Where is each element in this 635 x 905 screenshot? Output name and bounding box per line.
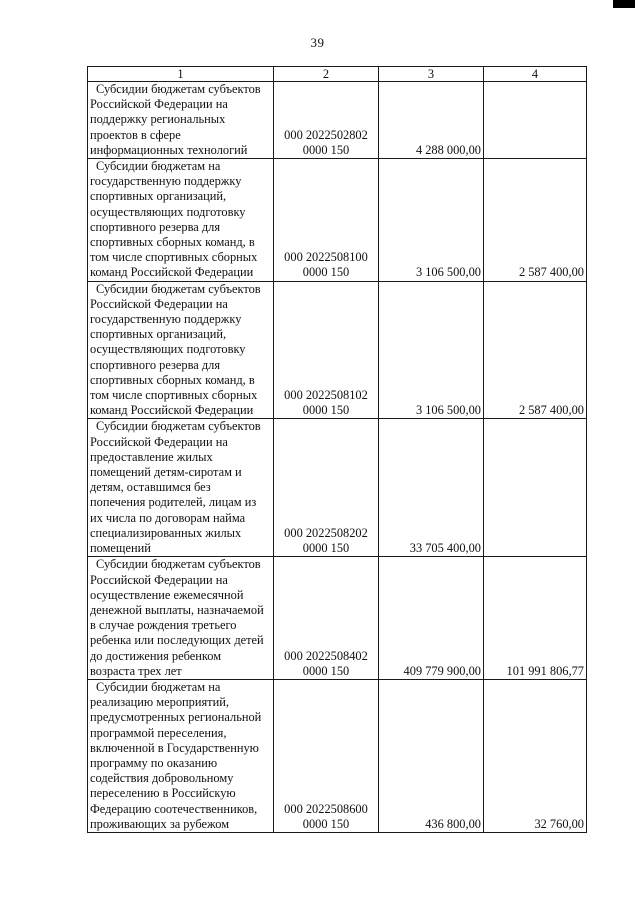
revenue-name-line: до достижения ребенком: [90, 648, 222, 663]
table-row: [88, 679, 587, 832]
amount-column-4: [484, 82, 587, 159]
revenue-name-cell: [88, 419, 274, 557]
revenue-name-line: Российской Федерации на: [90, 572, 228, 587]
revenue-name-line: поддержку региональных: [90, 112, 226, 127]
revenue-name-line: содействия добровольному: [90, 771, 234, 786]
revenue-name-line: Российской Федерации на: [90, 296, 228, 311]
revenue-name-line: детям, оставшимся без: [90, 480, 211, 495]
budget-code-line: 0000 150: [302, 816, 350, 831]
budget-code-line: 000 2022508600: [284, 801, 368, 816]
budget-code-cell: [274, 679, 379, 832]
revenue-name-line: Российской Федерации на: [90, 97, 228, 112]
table-body: [88, 82, 587, 833]
revenue-name-line: Субсидии бюджетам субъектов: [96, 82, 261, 96]
budget-code-cell: [274, 82, 379, 159]
revenue-name-line: государственную поддержку: [90, 312, 242, 327]
revenue-name-cell: [88, 281, 274, 419]
revenue-name-line: ребенка или последующих детей: [90, 633, 264, 648]
amount-column-3: 409 779 900,00: [379, 557, 484, 680]
revenue-name-line: спортивных сборных команд, в: [90, 372, 255, 387]
budget-table: [87, 66, 587, 833]
amount-column-3: 436 800,00: [379, 679, 484, 832]
revenue-name-line: спортивного резерва для: [90, 219, 221, 234]
revenue-name-line: помещений: [90, 541, 151, 556]
revenue-name-line: Субсидии бюджетам субъектов: [96, 281, 261, 296]
budget-code-cell: [274, 419, 379, 557]
revenue-name-line: Российской Федерации на: [90, 434, 228, 449]
revenue-name-line: предоставление жилых: [90, 449, 213, 464]
revenue-name-line: Субсидии бюджетам субъектов: [96, 557, 261, 572]
page-number: 39: [310, 35, 325, 50]
amount-column-3: 33 705 400,00: [379, 419, 484, 557]
header-row: [88, 67, 587, 82]
revenue-name-line: спортивных сборных команд, в: [90, 235, 255, 250]
revenue-name-line: помещений детям-сиротам и: [90, 465, 242, 480]
revenue-name-line: команд Российской Федерации: [90, 265, 254, 280]
revenue-name-line: программу по оказанию: [90, 755, 218, 770]
budget-code-cell: [274, 159, 379, 282]
revenue-name-line: осуществляющих подготовку: [90, 342, 246, 357]
amount-column-3: 4 288 000,00: [379, 82, 484, 159]
revenue-name-line: команд Российской Федерации: [90, 403, 254, 418]
revenue-name-line: их числа по договорам найма: [90, 510, 246, 525]
amount-column-4: 32 760,00: [484, 679, 587, 832]
revenue-name-line: Субсидии бюджетам на: [96, 679, 221, 694]
budget-code-line: 0000 150: [302, 265, 350, 280]
revenue-name-line: переселению в Российскую: [90, 786, 236, 801]
amount-column-3: 3 106 500,00: [379, 281, 484, 419]
budget-code-line: 000 2022508402: [284, 648, 368, 663]
amount-column-4: 2 587 400,00: [484, 281, 587, 419]
revenue-name-line: проживающих за рубежом: [90, 816, 230, 831]
budget-code-line: 0000 150: [302, 663, 350, 678]
budget-code-line: 000 2022502802: [284, 127, 368, 142]
budget-code-cell: [274, 281, 379, 419]
revenue-name-line: том числе спортивных сборных: [90, 388, 258, 403]
revenue-name-line: программой переселения,: [90, 725, 227, 740]
revenue-name-line: в случае рождения третьего: [90, 618, 237, 633]
amount-column-3: 3 106 500,00: [379, 159, 484, 282]
table-row: [88, 281, 587, 419]
revenue-name-line: осуществление ежемесячной: [90, 587, 244, 602]
revenue-name-cell: [88, 557, 274, 680]
revenue-name-line: Субсидии бюджетам субъектов: [96, 419, 261, 434]
revenue-name-cell: [88, 679, 274, 832]
revenue-name-line: Федерацию соотечественников,: [90, 801, 258, 816]
budget-code-line: 000 2022508102: [284, 388, 368, 403]
column-header-4: 4: [484, 67, 587, 82]
revenue-name-cell: [88, 159, 274, 282]
revenue-name-line: предусмотренных региональной: [90, 710, 262, 725]
column-header-2: 2: [274, 67, 379, 82]
amount-column-4: [484, 419, 587, 557]
budget-code-cell: [274, 557, 379, 680]
budget-code-line: 000 2022508202: [284, 525, 368, 540]
revenue-name-cell: [88, 82, 274, 159]
revenue-name-line: возраста трех лет: [90, 663, 182, 678]
amount-column-4: 2 587 400,00: [484, 159, 587, 282]
column-header-3: 3: [379, 67, 484, 82]
budget-code-line: 0000 150: [302, 541, 350, 556]
amount-column-4: 101 991 806,77: [484, 557, 587, 680]
table-row: [88, 419, 587, 557]
revenue-name-line: попечения родителей, лицам из: [90, 495, 257, 510]
revenue-name-line: специализированных жилых: [90, 525, 242, 540]
revenue-name-line: включенной в Государственную: [90, 740, 259, 755]
revenue-name-line: спортивного резерва для: [90, 357, 221, 372]
revenue-name-line: денежной выплаты, назначаемой: [90, 602, 264, 617]
revenue-name-line: Субсидии бюджетам на: [96, 159, 221, 174]
column-header-1: 1: [88, 67, 274, 82]
budget-code-line: 0000 150: [302, 403, 350, 418]
budget-code-line: 000 2022508100: [284, 250, 368, 265]
revenue-name-line: спортивных организаций,: [90, 327, 227, 342]
revenue-name-line: спортивных организаций,: [90, 189, 227, 204]
table-row: [88, 557, 587, 680]
table-row: [88, 159, 587, 282]
budget-code-line: 0000 150: [302, 142, 350, 157]
corner-scan-mark: [613, 0, 635, 8]
table-row: [88, 82, 587, 159]
revenue-name-line: государственную поддержку: [90, 174, 242, 189]
revenue-name-line: реализацию мероприятий,: [90, 695, 229, 710]
revenue-name-line: информационных технологий: [90, 142, 248, 157]
revenue-name-line: том числе спортивных сборных: [90, 250, 258, 265]
revenue-name-line: осуществляющих подготовку: [90, 204, 246, 219]
revenue-name-line: проектов в сфере: [90, 127, 181, 142]
